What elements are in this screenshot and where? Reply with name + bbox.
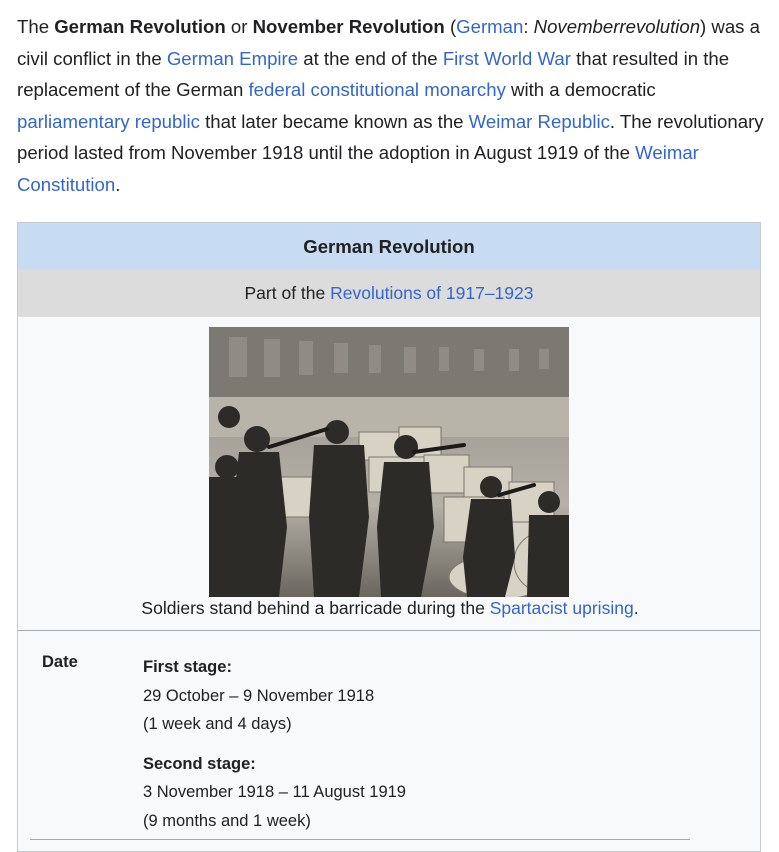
caption-period: . xyxy=(633,598,639,618)
barricade-photo[interactable] xyxy=(209,327,569,597)
link-spartacist-uprising[interactable]: Spartacist uprising xyxy=(489,598,634,618)
link-parliamentary-republic[interactable]: parliamentary republic xyxy=(17,110,200,132)
stage-duration: (9 months and 1 week) xyxy=(143,811,311,830)
intro-text: ( xyxy=(444,16,457,37)
link-revolutions-1917-1923[interactable]: Revolutions of 1917–1923 xyxy=(330,283,534,303)
intro-text: that later became known as the xyxy=(199,110,469,132)
link-first-world-war[interactable]: First World War xyxy=(442,47,571,69)
intro-text: or xyxy=(225,16,253,37)
caption-text: Soldiers stand behind a barricade during the xyxy=(141,598,490,618)
infobox xyxy=(17,222,761,852)
infobox-divider xyxy=(18,630,760,631)
intro-paragraph xyxy=(17,11,769,201)
part-of-prefix: Part of the xyxy=(244,283,326,303)
stage-duration: (1 week and 4 days) xyxy=(143,715,292,733)
intro-text: at the end of the xyxy=(298,47,443,69)
stage-title: Second stage: xyxy=(143,754,256,773)
link-german-language[interactable]: German xyxy=(456,16,524,37)
native-name-italic: Novemberrevolution xyxy=(533,16,701,37)
stage-second xyxy=(143,750,406,836)
alternate-title-bold: November Revolution xyxy=(252,16,445,37)
date-label: Date xyxy=(42,653,78,671)
intro-text: that resulted in the replacement of the German xyxy=(17,47,730,101)
link-federal-constitutional-monarchy[interactable]: federal constitutional monarchy xyxy=(248,79,506,101)
link-weimar-constitution[interactable]: Weimar Constitution xyxy=(17,142,699,195)
intro-text: : xyxy=(523,16,534,37)
photo-caption xyxy=(18,598,762,619)
link-weimar-republic[interactable]: Weimar Republic xyxy=(468,110,610,132)
intro-text: . xyxy=(115,173,121,195)
intro-text: with a democratic xyxy=(505,79,656,101)
infobox-row-divider xyxy=(30,839,690,840)
intro-text: The xyxy=(17,16,55,37)
stage-range: 3 November 1918 – 11 August 1919 xyxy=(143,783,406,801)
stage-first xyxy=(143,653,406,739)
article-title-bold: German Revolution xyxy=(54,16,226,37)
intro-text: ) was a civil conflict in the xyxy=(17,16,760,69)
intro-text: . The revolutionary period lasted from November 1918 until the adoption in August 1919 of the xyxy=(17,110,764,164)
stage-title: First stage: xyxy=(143,658,232,676)
date-content xyxy=(143,653,406,835)
stage-range: 29 October – 9 November 1918 xyxy=(143,686,375,705)
link-german-empire[interactable]: German Empire xyxy=(166,47,299,69)
infobox-part-of xyxy=(18,270,760,317)
infobox-title: German Revolution xyxy=(18,223,760,270)
